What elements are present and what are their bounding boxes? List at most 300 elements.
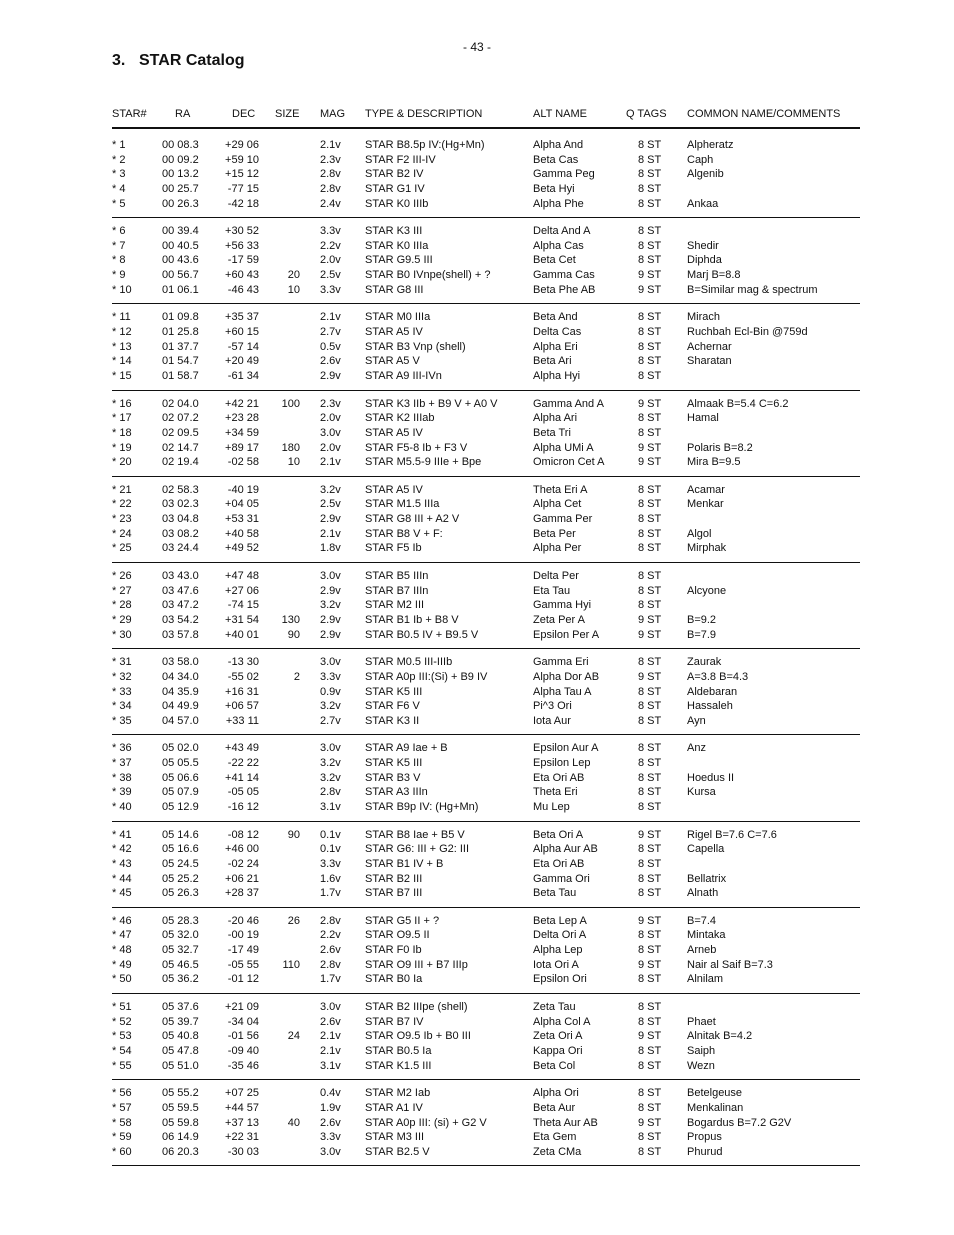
table-row <box>112 1101 860 1116</box>
declination: +40 58 <box>225 527 259 540</box>
alt-name: Beta Ari <box>533 355 572 368</box>
type-description: STAR O9 III + B7 IIIp <box>365 958 468 971</box>
magnitude: 3.1v <box>320 1059 341 1072</box>
table-row <box>112 771 860 786</box>
q-tags: 8 ST <box>638 412 662 425</box>
type-description: STAR B8.5p IV:(Hg+Mn) <box>365 139 485 151</box>
alt-name: Beta Cet <box>533 254 576 267</box>
magnitude: 1.9v <box>320 1101 341 1114</box>
star-number: * 18 <box>112 426 132 439</box>
table-row <box>112 756 860 771</box>
star-number: * 15 <box>112 369 132 382</box>
alt-name: Theta Aur AB <box>533 1116 598 1129</box>
alt-name: Delta Ori A <box>533 929 587 942</box>
alt-name: Alpha Cet <box>533 498 582 511</box>
type-description: STAR A5 IV <box>365 326 423 339</box>
size: 100 <box>281 397 300 410</box>
col-header-ra: RA <box>175 108 191 120</box>
declination: -02 24 <box>227 857 259 870</box>
table-row <box>112 872 860 887</box>
star-number: * 4 <box>112 182 126 195</box>
magnitude: 3.3v <box>320 225 341 238</box>
declination: -05 05 <box>227 786 259 799</box>
common-name: Bogardus B=7.2 G2V <box>687 1116 792 1129</box>
table-row <box>112 569 860 584</box>
declination: +53 31 <box>225 513 259 526</box>
right-ascension: 03 54.2 <box>162 613 199 626</box>
common-name: Rigel B=7.6 C=7.6 <box>687 828 777 841</box>
row-group <box>112 218 860 304</box>
size: 10 <box>287 283 300 296</box>
q-tags: 9 ST <box>638 958 662 971</box>
magnitude: 2.6v <box>320 1116 341 1129</box>
table-row <box>112 1086 860 1101</box>
magnitude: 2.7v <box>320 326 341 339</box>
magnitude: 2.5v <box>320 269 341 282</box>
common-name: Hassaleh <box>687 700 733 713</box>
declination: +59 10 <box>225 153 259 166</box>
row-group <box>112 908 860 994</box>
table-row <box>112 1029 860 1044</box>
right-ascension: 05 25.2 <box>162 872 199 885</box>
magnitude: 3.0v <box>320 426 341 439</box>
magnitude: 2.9v <box>320 513 341 526</box>
table-row <box>112 914 860 929</box>
star-number: * 16 <box>112 397 132 410</box>
alt-name: Alpha Hyi <box>533 369 581 382</box>
common-name: Marj B=8.8 <box>687 269 741 282</box>
star-number: * 52 <box>112 1015 132 1028</box>
q-tags: 9 ST <box>638 828 662 841</box>
common-name: Alpheratz <box>687 139 734 151</box>
type-description: STAR M0.5 III-IIIb <box>365 656 453 669</box>
type-description: STAR G5 II + ? <box>365 914 440 927</box>
col-header-alt-name: ALT NAME <box>533 108 587 120</box>
row-group <box>112 304 860 390</box>
row-group <box>112 563 860 649</box>
table-row <box>112 182 860 197</box>
alt-name: Zeta Tau <box>533 1001 576 1014</box>
type-description: STAR B7 IV <box>365 1015 424 1028</box>
star-number: * 27 <box>112 584 132 597</box>
table-row <box>112 397 860 412</box>
declination: -08 12 <box>227 828 259 841</box>
type-description: STAR K1.5 III <box>365 1059 432 1072</box>
alt-name: Alpha And <box>533 139 584 151</box>
q-tags: 8 ST <box>638 1101 662 1114</box>
declination: +46 00 <box>225 843 259 856</box>
right-ascension: 03 47.2 <box>162 599 199 612</box>
declination: -01 56 <box>227 1030 259 1043</box>
row-group <box>112 129 860 218</box>
q-tags: 8 ST <box>638 757 662 770</box>
right-ascension: 05 46.5 <box>162 958 199 971</box>
table-row <box>112 699 860 714</box>
magnitude: 0.1v <box>320 843 341 856</box>
magnitude: 1.7v <box>320 887 341 900</box>
q-tags: 8 ST <box>638 369 662 382</box>
alt-name: Gamma Per <box>533 513 593 526</box>
common-name: Alnilam <box>687 973 724 986</box>
q-tags: 8 ST <box>638 239 662 252</box>
common-name: Ruchbah Ecl-Bin @759d <box>687 326 808 339</box>
type-description: STAR G6: III + G2: III <box>365 843 470 856</box>
type-description: STAR F0 Ib <box>365 944 422 957</box>
table-row <box>112 224 860 239</box>
table-row <box>112 541 860 556</box>
magnitude: 2.1v <box>320 311 341 324</box>
type-description: STAR A9 Iae + B <box>365 742 448 755</box>
star-number: * 50 <box>112 973 132 986</box>
alt-name: Zeta CMa <box>533 1145 582 1158</box>
right-ascension: 00 40.5 <box>162 239 199 252</box>
table-header <box>112 106 860 129</box>
common-name: B=7.9 <box>687 628 717 641</box>
star-number: * 9 <box>112 269 126 282</box>
right-ascension: 05 39.7 <box>162 1015 199 1028</box>
q-tags: 8 ST <box>638 355 662 368</box>
magnitude: 2.9v <box>320 613 341 626</box>
star-number: * 39 <box>112 786 132 799</box>
declination: +33 11 <box>225 714 259 727</box>
star-number: * 10 <box>112 283 132 296</box>
star-number: * 31 <box>112 656 132 669</box>
star-number: * 53 <box>112 1030 132 1043</box>
type-description: STAR F2 III-IV <box>365 153 436 166</box>
col-header-size: SIZE <box>275 108 300 120</box>
common-name: Mirach <box>687 311 721 324</box>
declination: +29 06 <box>225 139 259 151</box>
row-group <box>112 649 860 735</box>
q-tags: 8 ST <box>638 771 662 784</box>
alt-name: Zeta Ori A <box>533 1030 583 1043</box>
alt-name: Eta Ori AB <box>533 857 585 870</box>
magnitude: 3.2v <box>320 757 341 770</box>
common-name: Achernar <box>687 340 732 353</box>
common-name: Menkalinan <box>687 1101 744 1114</box>
q-tags: 9 ST <box>638 1116 662 1129</box>
declination: +30 52 <box>225 225 259 238</box>
magnitude: 1.6v <box>320 872 341 885</box>
q-tags: 9 ST <box>638 613 662 626</box>
type-description: STAR A5 IV <box>365 426 423 439</box>
table-row <box>112 197 860 212</box>
star-number: * 2 <box>112 153 126 166</box>
type-description: STAR K5 III <box>365 685 423 698</box>
right-ascension: 02 09.5 <box>162 426 199 439</box>
table-row <box>112 310 860 325</box>
type-description: STAR A0p III:(Si) + B9 IV <box>365 670 488 683</box>
alt-name: Alpha Col A <box>533 1015 591 1028</box>
magnitude: 3.0v <box>320 656 341 669</box>
right-ascension: 04 34.0 <box>162 670 199 683</box>
table-row <box>112 167 860 182</box>
table-row <box>112 670 860 685</box>
star-number: * 34 <box>112 700 132 713</box>
table-row <box>112 1015 860 1030</box>
table-row <box>112 1130 860 1145</box>
magnitude: 2.0v <box>320 254 341 267</box>
right-ascension: 05 55.2 <box>162 1087 199 1100</box>
type-description: STAR K3 II <box>365 714 420 727</box>
magnitude: 2.1v <box>320 456 341 469</box>
table-row <box>112 685 860 700</box>
common-name: Caph <box>687 153 714 166</box>
declination: -34 04 <box>227 1015 259 1028</box>
declination: -17 59 <box>227 254 259 267</box>
right-ascension: 05 02.0 <box>162 742 199 755</box>
common-name: Alnitak B=4.2 <box>687 1030 753 1043</box>
common-name: B=7.4 <box>687 914 717 927</box>
size: 130 <box>281 613 300 626</box>
magnitude: 0.5v <box>320 340 341 353</box>
alt-name: Beta Ori A <box>533 828 584 841</box>
alt-name: Alpha Ori <box>533 1087 579 1100</box>
q-tags: 8 ST <box>638 527 662 540</box>
q-tags: 8 ST <box>638 225 662 238</box>
common-name: Bellatrix <box>687 872 727 885</box>
magnitude: 2.8v <box>320 182 341 195</box>
magnitude: 2.3v <box>320 397 341 410</box>
right-ascension: 05 26.3 <box>162 887 199 900</box>
table-row <box>112 598 860 613</box>
star-number: * 37 <box>112 757 132 770</box>
table-row <box>112 153 860 168</box>
magnitude: 3.3v <box>320 857 341 870</box>
star-number: * 42 <box>112 843 132 856</box>
star-number: * 28 <box>112 599 132 612</box>
right-ascension: 05 07.9 <box>162 786 199 799</box>
type-description: STAR B2 IV <box>365 168 424 181</box>
col-header-q-tags: Q TAGS <box>626 108 667 120</box>
type-description: STAR M0 IIIa <box>365 311 431 324</box>
type-description: STAR F5-8 Ib + F3 V <box>365 441 468 454</box>
common-name: Alnath <box>687 887 719 900</box>
size: 24 <box>287 1030 300 1043</box>
table-row <box>112 1145 860 1160</box>
star-number: * 6 <box>112 225 126 238</box>
alt-name: Gamma Cas <box>533 269 595 282</box>
common-name: Ayn <box>687 714 706 727</box>
alt-name: Alpha Aur AB <box>533 843 598 856</box>
type-description: STAR O9.5 II <box>365 929 430 942</box>
common-name: Capella <box>687 843 725 856</box>
common-name: Nair al Saif B=7.3 <box>687 958 773 971</box>
star-number: * 40 <box>112 800 132 813</box>
q-tags: 8 ST <box>638 513 662 526</box>
row-group <box>112 477 860 563</box>
star-number: * 23 <box>112 513 132 526</box>
table-row <box>112 1059 860 1074</box>
right-ascension: 04 57.0 <box>162 714 199 727</box>
right-ascension: 04 35.9 <box>162 685 199 698</box>
common-name: Wezn <box>687 1059 715 1072</box>
type-description: STAR B0 IVnpe(shell) + ? <box>365 269 491 282</box>
table-row <box>112 411 860 426</box>
common-name: A=3.8 B=4.3 <box>687 670 749 683</box>
star-number: * 45 <box>112 887 132 900</box>
q-tags: 8 ST <box>638 929 662 942</box>
type-description: STAR G1 IV <box>365 182 425 195</box>
alt-name: Alpha Tau A <box>533 685 592 698</box>
q-tags: 8 ST <box>638 714 662 727</box>
type-description: STAR B2 III <box>365 872 423 885</box>
q-tags: 8 ST <box>638 153 662 166</box>
right-ascension: 03 02.3 <box>162 498 199 511</box>
table-row <box>112 928 860 943</box>
type-description: STAR M3 III <box>365 1131 425 1144</box>
star-number: * 56 <box>112 1087 132 1100</box>
declination: -02 58 <box>227 456 259 469</box>
right-ascension: 05 06.6 <box>162 771 199 784</box>
type-description: STAR G8 III + A2 V <box>365 513 460 526</box>
magnitude: 3.0v <box>320 742 341 755</box>
right-ascension: 05 14.6 <box>162 828 199 841</box>
q-tags: 8 ST <box>638 1015 662 1028</box>
table-row <box>112 138 860 153</box>
star-number: * 32 <box>112 670 132 683</box>
common-name: Almaak B=5.4 C=6.2 <box>687 397 789 410</box>
row-group <box>112 1080 860 1166</box>
section-heading <box>112 52 244 70</box>
q-tags: 8 ST <box>638 311 662 324</box>
table-row <box>112 283 860 298</box>
alt-name: Iota Ori A <box>533 958 579 971</box>
type-description: STAR G8 III <box>365 283 424 296</box>
type-description: STAR B8 Iae + B5 V <box>365 828 465 841</box>
right-ascension: 05 51.0 <box>162 1059 199 1072</box>
alt-name: Epsilon Ori <box>533 973 587 986</box>
table-row <box>112 943 860 958</box>
star-number: * 12 <box>112 326 132 339</box>
alt-name: Alpha Ari <box>533 412 578 425</box>
table-row <box>112 1000 860 1015</box>
common-name: Phurud <box>687 1145 723 1158</box>
alt-name: Beta Col <box>533 1059 576 1072</box>
common-name: Kursa <box>687 786 716 799</box>
q-tags: 8 ST <box>638 685 662 698</box>
col-header-type: TYPE & DESCRIPTION <box>365 108 483 120</box>
table-row <box>112 354 860 369</box>
star-number: * 51 <box>112 1001 132 1014</box>
alt-name: Kappa Ori <box>533 1044 583 1057</box>
declination: +21 09 <box>225 1001 259 1014</box>
magnitude: 3.3v <box>320 283 341 296</box>
alt-name: Beta Aur <box>533 1101 576 1114</box>
q-tags: 9 ST <box>638 1030 662 1043</box>
type-description: STAR M2 Iab <box>365 1087 431 1100</box>
declination: +27 06 <box>225 584 259 597</box>
star-number: * 59 <box>112 1131 132 1144</box>
type-description: STAR A5 V <box>365 355 420 368</box>
declination: -09 40 <box>227 1044 259 1057</box>
common-name: Arneb <box>687 944 717 957</box>
type-description: STAR A3 IIIn <box>365 786 428 799</box>
declination: +89 17 <box>225 441 259 454</box>
declination: +16 31 <box>225 685 259 698</box>
q-tags: 9 ST <box>638 441 662 454</box>
right-ascension: 05 12.9 <box>162 800 199 813</box>
q-tags: 8 ST <box>638 139 662 151</box>
right-ascension: 00 39.4 <box>162 225 199 238</box>
q-tags: 8 ST <box>638 742 662 755</box>
alt-name: Epsilon Per A <box>533 628 600 641</box>
type-description: STAR K3 IIb + B9 V + A0 V <box>365 397 498 410</box>
magnitude: 2.2v <box>320 239 341 252</box>
star-number: * 35 <box>112 714 132 727</box>
table-row <box>112 958 860 973</box>
right-ascension: 00 26.3 <box>162 197 199 210</box>
common-name: Polaris B=8.2 <box>687 441 753 454</box>
star-number: * 1 <box>112 139 126 151</box>
table-row <box>112 972 860 987</box>
alt-name: Zeta Per A <box>533 613 585 626</box>
magnitude: 2.8v <box>320 914 341 927</box>
type-description: STAR F5 Ib <box>365 542 422 555</box>
right-ascension: 01 58.7 <box>162 369 199 382</box>
alt-name: Alpha Eri <box>533 340 578 353</box>
declination: +56 33 <box>225 239 259 252</box>
table-row <box>112 785 860 800</box>
common-name: Saiph <box>687 1044 716 1057</box>
magnitude: 2.6v <box>320 355 341 368</box>
q-tags: 9 ST <box>638 628 662 641</box>
declination: +07 25 <box>225 1087 259 1100</box>
type-description: STAR A5 IV <box>365 483 423 496</box>
right-ascension: 03 24.4 <box>162 542 199 555</box>
magnitude: 2.8v <box>320 958 341 971</box>
common-name: Phaet <box>687 1015 716 1028</box>
star-number: * 26 <box>112 570 132 583</box>
common-name: B=Similar mag & spectrum <box>687 283 818 296</box>
q-tags: 8 ST <box>638 599 662 612</box>
right-ascension: 05 32.0 <box>162 929 199 942</box>
q-tags: 8 ST <box>638 800 662 813</box>
declination: +44 57 <box>225 1101 259 1114</box>
common-name: Algol <box>687 527 712 540</box>
right-ascension: 02 19.4 <box>162 456 199 469</box>
alt-name: Alpha Cas <box>533 239 584 252</box>
common-name: Ankaa <box>687 197 719 210</box>
declination: +22 31 <box>225 1131 259 1144</box>
declination: -20 46 <box>227 914 259 927</box>
declination: -61 34 <box>227 369 259 382</box>
right-ascension: 01 09.8 <box>162 311 199 324</box>
alt-name: Eta Tau <box>533 584 571 597</box>
right-ascension: 06 20.3 <box>162 1145 199 1158</box>
type-description: STAR B2 IIIpe (shell) <box>365 1001 468 1014</box>
star-number: * 47 <box>112 929 132 942</box>
star-number: * 60 <box>112 1145 132 1158</box>
section-title: STAR Catalog <box>139 52 245 69</box>
type-description: STAR B2.5 V <box>365 1145 430 1158</box>
size: 90 <box>287 828 300 841</box>
declination: -16 12 <box>227 800 259 813</box>
magnitude: 2.5v <box>320 498 341 511</box>
right-ascension: 04 49.9 <box>162 700 199 713</box>
table-row <box>112 325 860 340</box>
common-name: Diphda <box>687 254 722 267</box>
star-number: * 24 <box>112 527 132 540</box>
right-ascension: 05 59.5 <box>162 1101 199 1114</box>
table-row <box>112 441 860 456</box>
common-name: Propus <box>687 1131 722 1144</box>
declination: +34 59 <box>225 426 259 439</box>
magnitude: 2.1v <box>320 1030 341 1043</box>
common-name: B=9.2 <box>687 613 717 626</box>
star-number: * 48 <box>112 944 132 957</box>
q-tags: 9 ST <box>638 914 662 927</box>
